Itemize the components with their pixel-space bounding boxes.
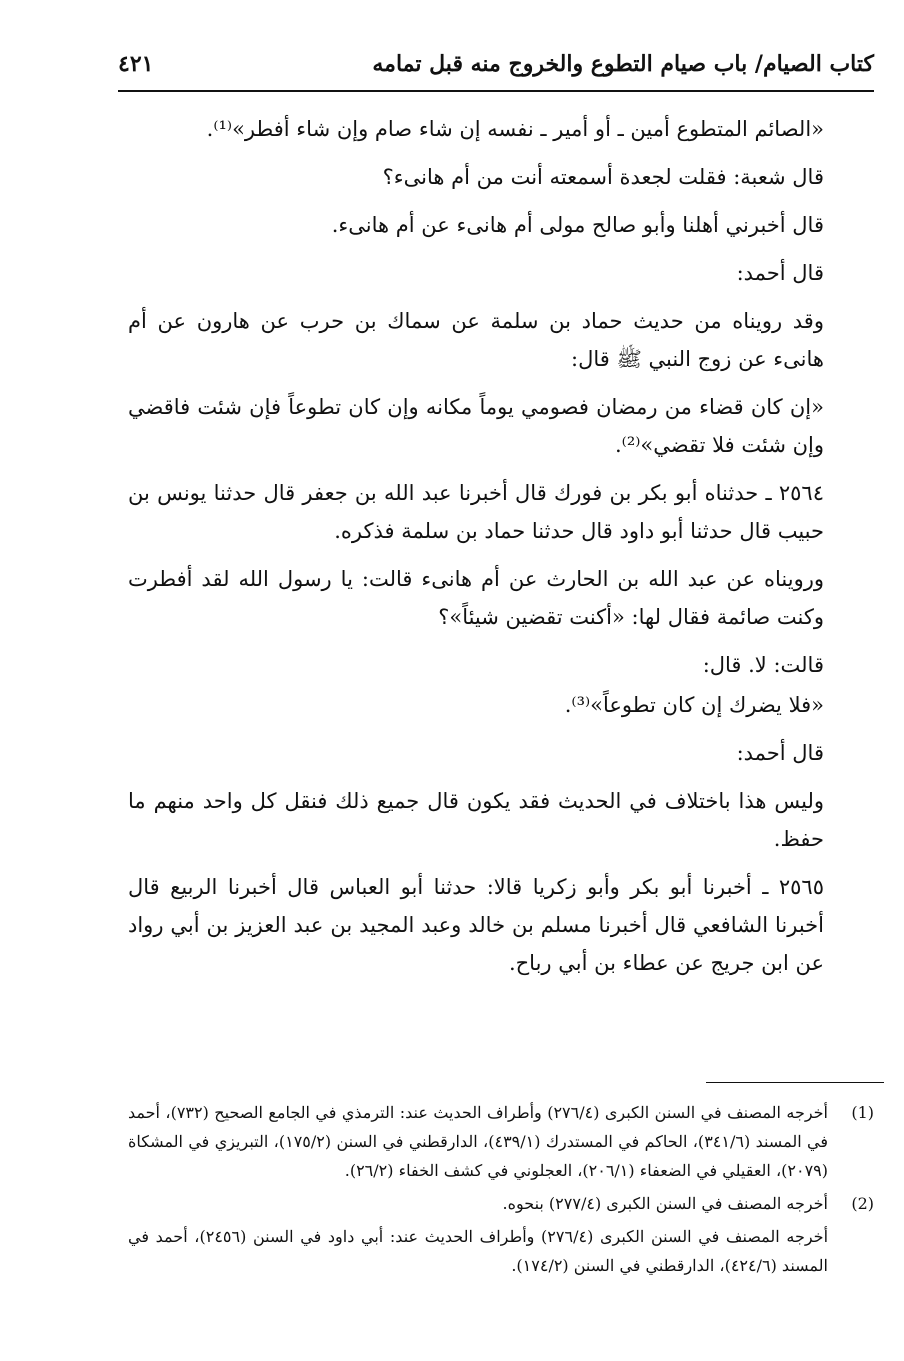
paragraph: وقد رويناه من حديث حماد بن سلمة عن سماك بن حرب عن هارون عن أم هانىء عن زوج النبي ﷺ قال:: [128, 309, 824, 371]
main-text: [128, 110, 824, 992]
paragraph: «إن كان قضاء من رمضان فصومي يوماً مكانه وإن كان تطوعاً فإن شئت فاقضي وإن شئت فلا تقضي»⁽²⁾.: [128, 395, 824, 457]
paragraph: ورويناه عن عبد الله بن الحارث عن أم هانىء قالت: يا رسول الله لقد أفطرت وكنت صائمة فقال لها: «أكنت تقضين شيئاً»؟: [128, 567, 824, 629]
paragraph: قال أخبرني أهلنا وأبو صالح مولى أم هانىء عن أم هانىء.: [331, 213, 824, 237]
hadith-paragraph: ٢٥٦٥ ـ أخبرنا أبو بكر وأبو زكريا قالا: حدثنا أبو العباس قال أخبرنا الربيع قال أخبرنا الشافعي قال أخبرنا مسلم بن خالد وعبد المجيد بن عبد العزيز بن أبي رواد عن ابن جريج عن عطاء بن أبي رباح.: [128, 875, 824, 975]
footnote: [128, 1098, 874, 1185]
paragraph: قال أحمد:: [736, 261, 824, 285]
footnote-number: (1): [851, 1103, 874, 1122]
page-header: [118, 38, 874, 92]
footnote: [128, 1189, 874, 1218]
hadith-paragraph: ٢٥٦٤ ـ حدثناه أبو بكر بن فورك قال أخبرنا عبد الله بن جعفر قال حدثنا يونس بن حبيب قال حدثنا أبو داود قال حدثنا حماد بن سلمة فذكره.: [128, 481, 824, 543]
paragraph: وليس هذا باختلاف في الحديث فقد يكون قال جميع ذلك فنقل كل واحد منهم ما حفظ.: [128, 789, 825, 851]
footnote-number: (2): [851, 1194, 874, 1213]
footnote-divider: [706, 1082, 884, 1083]
running-title: كتاب الصيام/ باب صيام التطوع والخروج منه قبل تمامه: [372, 51, 874, 77]
paragraph: «فلا يضرك إن كان تطوعاً»⁽³⁾.: [564, 693, 824, 717]
page-number: ٤٢١: [118, 51, 154, 77]
paragraph: قالت: لا. قال:: [702, 653, 824, 677]
paragraph: «الصائم المتطوع أمين ـ أو أمير ـ نفسه إن شاء صام وإن شاء أفطر»⁽¹⁾.: [206, 117, 824, 141]
paragraph: قال أحمد:: [736, 741, 824, 765]
footnotes: [128, 1098, 874, 1284]
footnote-text: أخرجه المصنف في السنن الكبرى (٢٧٦/٤) وأطراف الحديث عند: الترمذي في الجامع الصحيح (٧٣٢)، أحمد في المسند (٣٤١/٦)، الحاكم في المستدرك (٤٣٩/١)، الدارقطني في السنن (١٧٥/٢)، التبريزي في المشكاة (٢٠٧٩)، العقيلي في الضعفاء (٢٠٦/١)، العجلوني في كشف الخفاء (٢٦/٢).: [128, 1103, 829, 1180]
footnote-continuation: أخرجه المصنف في السنن الكبرى (٢٧٦/٤) وأطراف الحديث عند: أبي داود في السنن (٢٤٥٦)، أحمد في المسند (٤٢٤/٦)، الدارقطني في السنن (١٧٤/٢).: [128, 1227, 829, 1275]
footnote-text: أخرجه المصنف في السنن الكبرى (٢٧٧/٤) بنحوه.: [502, 1194, 828, 1213]
paragraph: قال شعبة: فقلت لجعدة أسمعته أنت من أم هانىء؟: [382, 165, 824, 189]
